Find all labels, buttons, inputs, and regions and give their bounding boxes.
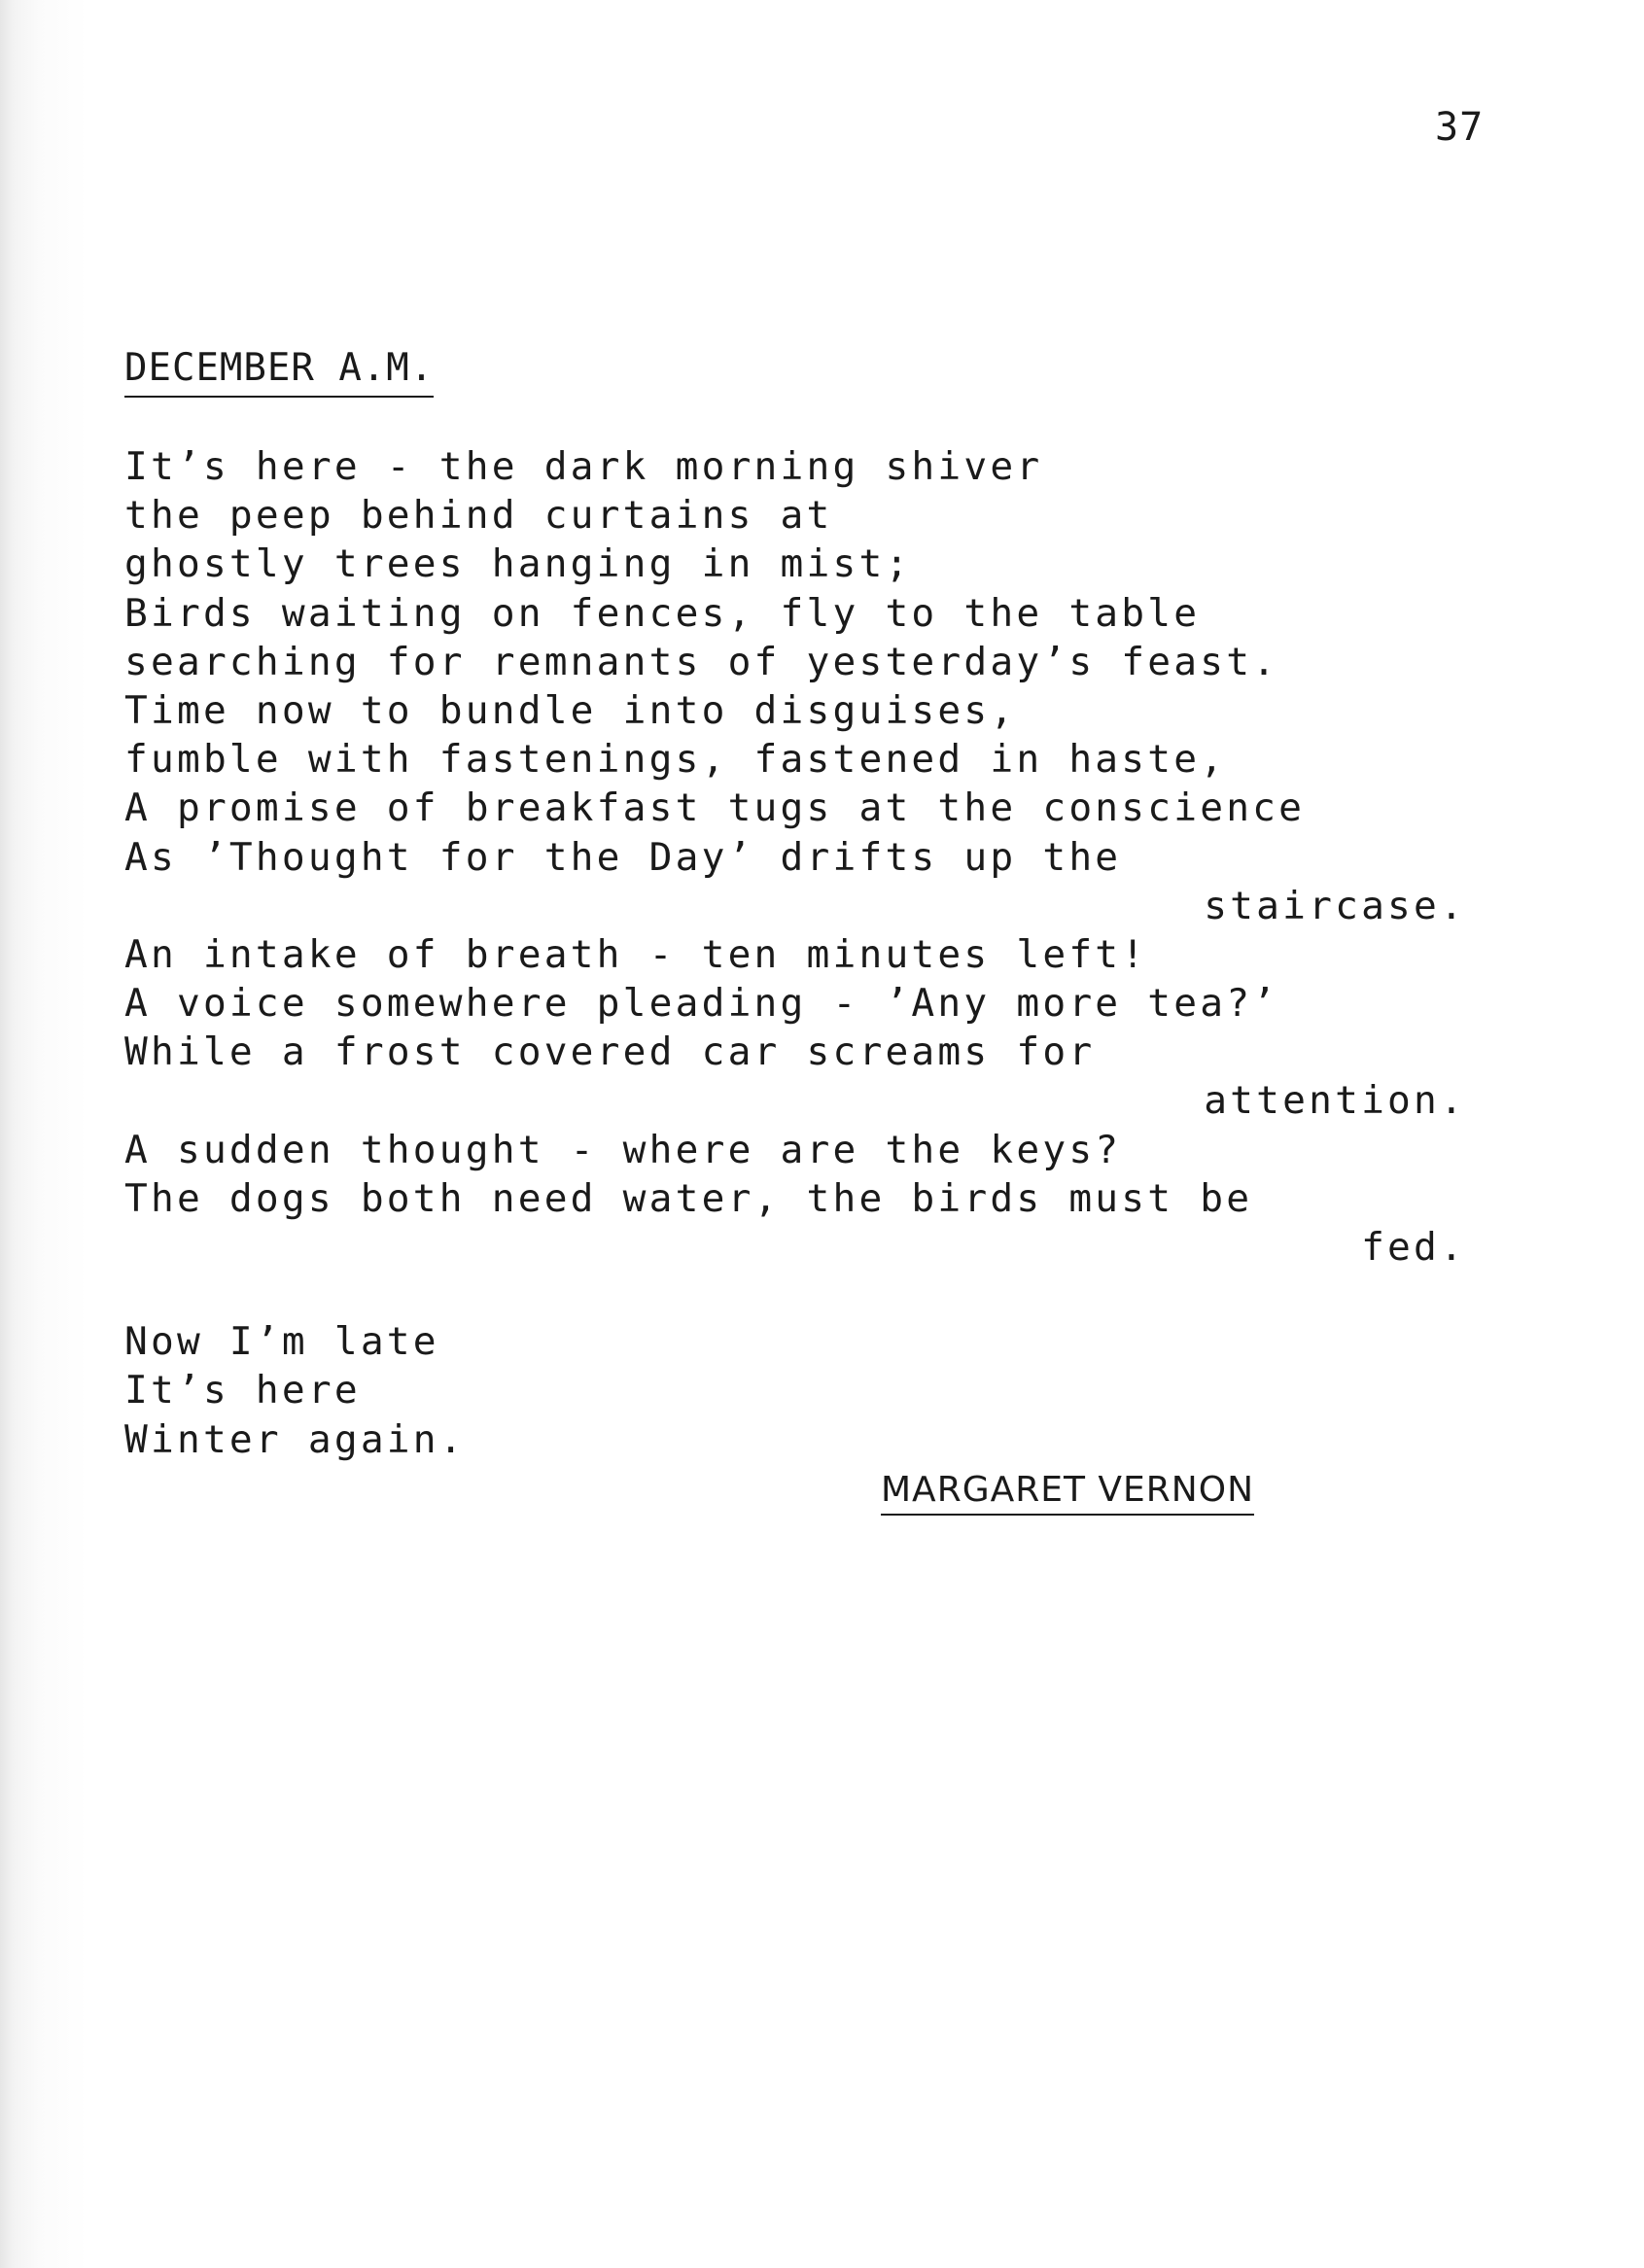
poem-line: attention. xyxy=(1204,1078,1466,1124)
page-number: 37 xyxy=(1435,105,1485,150)
poem-line: the peep behind curtains at xyxy=(124,493,833,539)
poem-line: A voice somewhere pleading - ’Any more tea?’ xyxy=(124,981,1279,1027)
poem-line: fed. xyxy=(1361,1225,1466,1270)
poem-line: While a frost covered car screams for xyxy=(124,1029,1096,1075)
poem-line: Time now to bundle into disguises, xyxy=(124,687,1017,733)
poem-line: ghostly trees hanging in mist; xyxy=(124,541,912,587)
poem-line: A sudden thought - where are the keys? xyxy=(124,1127,1122,1172)
stanza-break xyxy=(124,1272,1466,1317)
poem-author: MARGARET VERNON xyxy=(881,1470,1254,1516)
poem-line: searching for remnants of yesterday’s feast. xyxy=(124,639,1279,684)
poem-line: Birds waiting on fences, fly to the table xyxy=(124,590,1201,636)
poem-line: fumble with fastenings, fastened in haste, xyxy=(124,737,1227,783)
poem-line: As ’Thought for the Day’ drifts up the xyxy=(124,834,1122,880)
poem-line: It’s here - the dark morning shiver xyxy=(124,444,1043,489)
poem-line: A promise of breakfast tugs at the conscience xyxy=(124,785,1306,831)
poem-line: An intake of breath - ten minutes left! xyxy=(124,931,1148,977)
poem-line: staircase. xyxy=(1204,883,1466,928)
poem-line: It’s here xyxy=(124,1368,361,1413)
poem-line: Now I’m late xyxy=(124,1319,439,1365)
poem-line: Winter again. xyxy=(124,1416,466,1462)
poem-body xyxy=(124,442,1466,1464)
poem-title: DECEMBER A.M. xyxy=(124,346,434,398)
poem-line: The dogs both need water, the birds must be xyxy=(124,1175,1253,1221)
